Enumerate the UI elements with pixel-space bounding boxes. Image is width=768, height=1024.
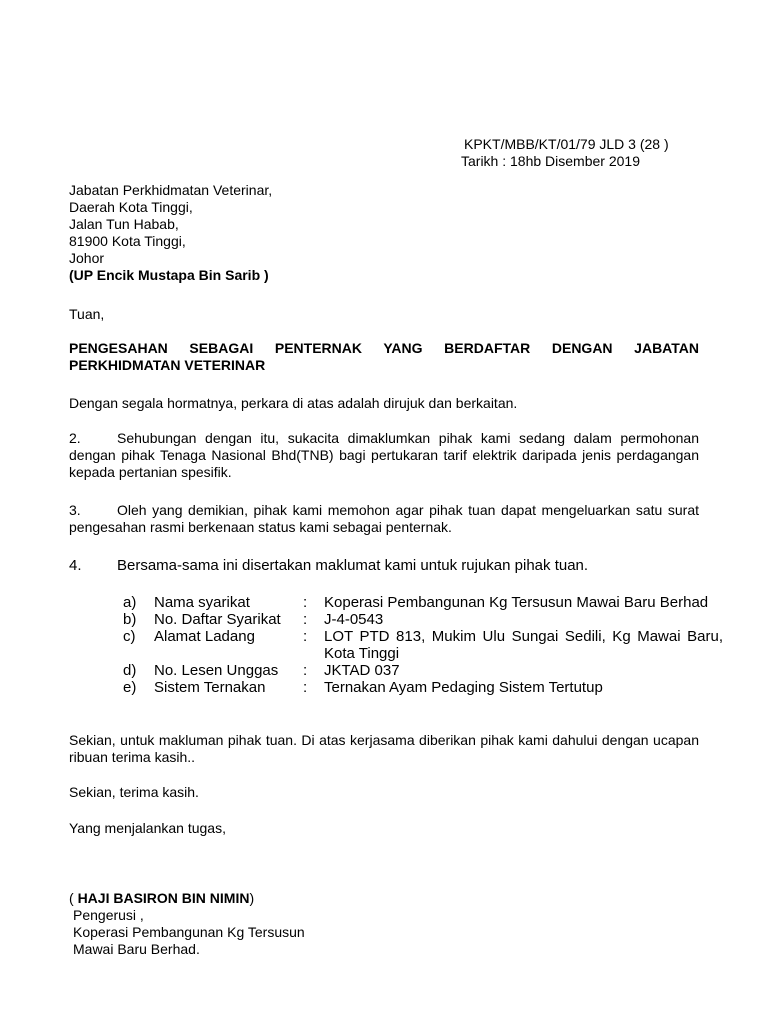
address-line: Jabatan Perkhidmatan Veterinar, (69, 182, 273, 198)
address-line: 81900 Kota Tinggi, (69, 233, 186, 249)
detail-label: Alamat Ladang (154, 628, 255, 645)
detail-value: JKTAD 037 (324, 662, 400, 679)
letter-date: Tarikh : 18hb Disember 2019 (461, 153, 640, 169)
detail-key: d) (123, 662, 137, 679)
address-line: Jalan Tun Habab, (69, 216, 179, 232)
detail-key: c) (123, 628, 136, 645)
signatory-org-line: Koperasi Pembangunan Kg Tersusun (73, 924, 305, 940)
paragraph-text: Sehubungan dengan itu, sukacita dimaklumkan pihak kami sedang dalam permohonan dengan pihak Tenaga Nasional Bhd(TNB) bagi pertukaran tarif elektrik daripada jenis perdagangan kepada pertanian spesifik. (69, 430, 699, 480)
detail-label: No. Lesen Unggas (154, 662, 279, 679)
signatory-name-line (69, 890, 305, 907)
closing-paragraph: Sekian, untuk makluman pihak tuan. Di atas kerjasama diberikan pihak kami dahului dengan ucapan ribuan terima kasih.. (69, 732, 699, 765)
paragraph-number: 3. (69, 502, 81, 518)
detail-label: Sistem Ternakan (154, 679, 266, 696)
paragraph-number: 4. (69, 557, 82, 574)
reference-number: KPKT/MBB/KT/01/79 JLD 3 (28 ) (464, 136, 669, 152)
address-line: Daerah Kota Tinggi, (69, 199, 193, 215)
paragraph-text: Oleh yang demikian, pihak kami memohon agar pihak tuan dapat mengeluarkan satu surat pengesahan rasmi berkenaan status kami sebagai penternak. (69, 502, 699, 535)
address-line: Johor (69, 250, 105, 266)
detail-colon: : (303, 679, 308, 696)
detail-row (123, 594, 723, 611)
detail-value: Koperasi Pembangunan Kg Tersusun Mawai Baru Berhad (324, 594, 709, 611)
detail-key: b) (123, 611, 137, 628)
paragraph-intro: Dengan segala hormatnya, perkara di atas adalah dirujuk dan berkaitan. (69, 395, 518, 411)
detail-value: Ternakan Ayam Pedaging Sistem Tertutup (324, 679, 603, 696)
detail-row (123, 679, 723, 696)
paragraph-4 (69, 557, 699, 574)
signatory-org-line: Mawai Baru Berhad. (73, 941, 200, 957)
reference-block (461, 136, 669, 170)
detail-key: a) (123, 594, 137, 611)
paren-open: ( (69, 890, 78, 906)
detail-colon: : (303, 594, 308, 611)
details-list (123, 594, 723, 696)
detail-key: e) (123, 679, 137, 696)
letter-subject: PENGESAHAN SEBAGAI PENTERNAK YANG BERDAFTAR DENGAN JABATAN PERKHIDMATAN VETERINAR (69, 340, 699, 373)
closing-thanks: Sekian, terima kasih. (69, 784, 199, 800)
detail-row (123, 662, 723, 679)
recipient-address (69, 182, 272, 284)
detail-colon: : (303, 628, 308, 645)
detail-value: J-4-0543 (324, 611, 384, 628)
detail-value: LOT PTD 813, Mukim Ulu Sungai Sedili, Kg Mawai Baru, Kota Tinggi (324, 628, 723, 662)
detail-label: No. Daftar Syarikat (154, 611, 281, 628)
detail-colon: : (303, 611, 308, 628)
paren-close: ) (249, 890, 255, 906)
detail-colon: : (303, 662, 308, 679)
signature-block (69, 890, 305, 958)
signatory-name: HAJI BASIRON BIN NIMIN (77, 890, 250, 906)
paragraph-text: Bersama-sama ini disertakan maklumat kami untuk rujukan pihak tuan. (117, 557, 589, 574)
paragraph-2 (69, 430, 699, 481)
paragraph-3 (69, 502, 699, 536)
salutation: Tuan, (69, 306, 105, 322)
detail-label: Nama syarikat (154, 594, 250, 611)
signatory-position: Pengerusi , (73, 907, 144, 923)
closing-duty: Yang menjalankan tugas, (69, 820, 226, 836)
detail-row (123, 611, 723, 628)
detail-row (123, 628, 723, 662)
attention-line: (UP Encik Mustapa Bin Sarib ) (69, 267, 269, 283)
paragraph-number: 2. (69, 430, 81, 446)
